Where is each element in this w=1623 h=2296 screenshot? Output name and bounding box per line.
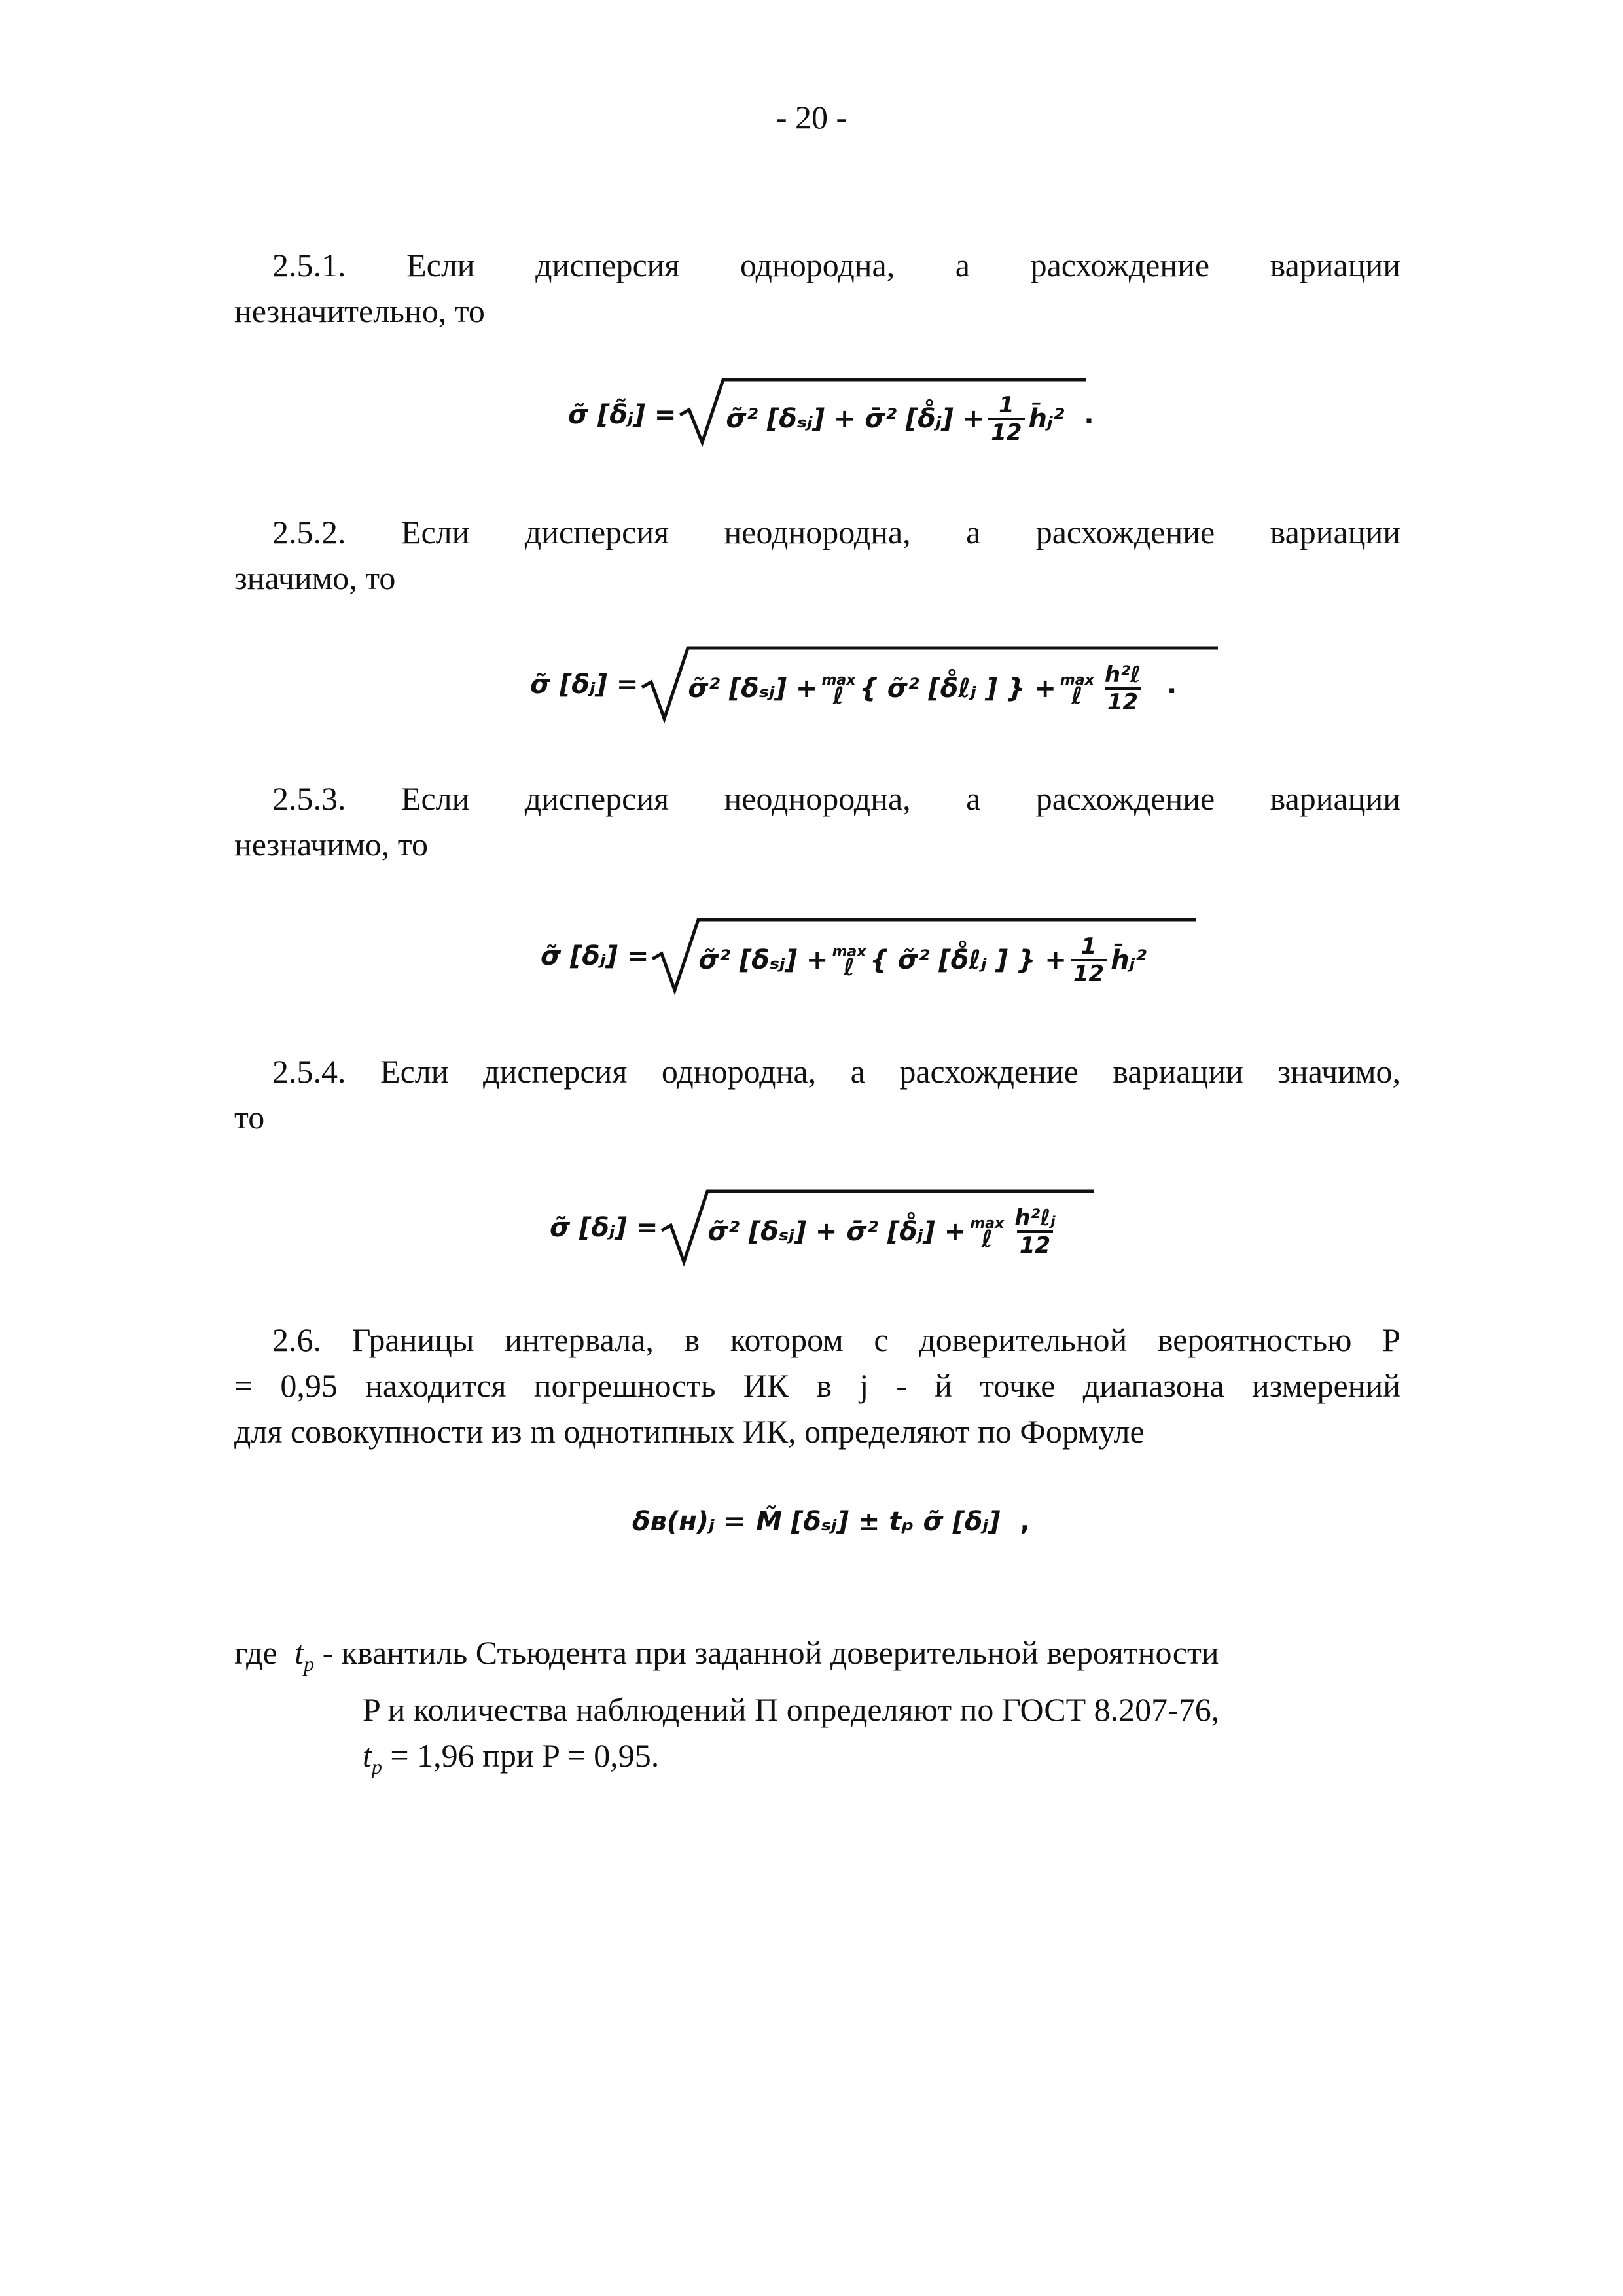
where-line [234,1732,1400,1789]
formula-2-5-2 [530,655,1177,715]
t-subscript: p [371,1755,382,1778]
t-symbol: t [294,1634,304,1671]
formula-2-5-3 [541,926,1166,986]
max-label: max [832,944,866,960]
fraction-numerator: h²ℓ [1104,662,1141,688]
formula-2-6 [632,1507,1030,1537]
formula-term: { σ̃² [δ̊ℓⱼ ] } + [859,673,1056,704]
sqrt-expression [662,1198,1061,1258]
formula-term: σ̃² [δₛⱼ] + σ̄² [δ̊ⱼ] + [707,1217,967,1247]
fraction-denominator: 12 [1105,687,1141,715]
max-index: ℓ [981,1226,993,1253]
fraction-denominator: 12 [1071,959,1107,986]
formula-punctuation: . [1166,670,1177,700]
where-text: - квантиль Стьюдента при заданной доверительной вероятности [314,1634,1219,1671]
formula-term: h̄ⱼ² [1028,404,1065,434]
formula-lhs: σ̃ [δⱼ] = [530,670,639,700]
fraction-numerator: 1 [1080,933,1097,960]
fraction-denominator: 12 [988,418,1024,445]
fraction-denominator: 12 [1017,1230,1053,1258]
where-prefix: где [234,1634,277,1671]
paragraph-2-6 [234,1317,1400,1454]
paragraph-line: 2.5.2. Если дисперсия неоднородна, а расхождение вариации [272,514,1400,550]
paragraph-line: 2.5.1. Если дисперсия однородна, а расхождение вариации [272,247,1400,283]
sqrt-expression [642,655,1147,715]
paragraph-line: значимо, то [234,560,396,596]
formula-2-5-4 [550,1198,1082,1258]
paragraph-line: то [234,1099,265,1136]
max-label: max [970,1215,1005,1232]
sqrt-expression [652,926,1147,986]
fraction-numerator: 1 [999,392,1014,418]
paragraph-line: для совокупности из m однотипных ИК, определяют по Формуле [234,1413,1145,1450]
paragraph-2-5-3 [234,776,1400,867]
formula-term: M̃ [δₛⱼ] ± tₚ σ̃ [δⱼ] [756,1507,1001,1537]
paragraph-line: = 0,95 находится погрешность ИК в j - й точке диапазона измерений [234,1367,1400,1404]
formula-punctuation: , [1020,1507,1030,1537]
max-index: ℓ [843,954,855,981]
formula-term: { σ̃² [δ̊ℓⱼ ] } + [870,945,1067,975]
formula-term: σ̃² [δₛⱼ] + σ̄² [δ̊ⱼ] + [726,404,985,434]
max-label: max [821,672,856,689]
max-index: ℓ [1071,683,1083,709]
paragraph-2-5-4 [234,1049,1400,1140]
paragraph-line: 2.5.3. Если дисперсия неоднородна, а расхождение вариации [272,780,1400,817]
paragraph-line: 2.6. Границы интервала, в котором с доверительной вероятностью P [272,1321,1400,1358]
formula-lhs: σ̃ [δⱼ] = [550,1213,658,1243]
radical-sign [652,917,1196,996]
paragraph-2-5-1 [234,242,1400,334]
formula-punctuation: . [1084,400,1094,430]
formula-term: σ̃² [δₛⱼ] + [698,945,829,975]
formula-term: σ̃² [δₛⱼ] + [688,673,818,704]
where-text: = 1,96 при P = 0,95. [382,1737,660,1774]
sqrt-expression [680,385,1064,445]
where-clause [234,1630,1400,1789]
max-index: ℓ [832,683,844,709]
radical-sign [662,1189,1094,1267]
where-line [234,1630,1400,1687]
where-line: P и количества наблюдений П определяют по ГОСТ 8.207-76, [363,1691,1220,1728]
page-number: - 20 - [776,99,847,135]
paragraph-line: 2.5.4. Если дисперсия однородна, а расхождение вариации значимо, [272,1053,1400,1090]
formula-lhs: δв(н)ⱼ = [632,1507,746,1537]
t-symbol: t [363,1737,372,1774]
paragraph-line: незначительно, то [234,293,485,329]
formula-term: h̄ⱼ² [1111,945,1147,975]
t-subscript: p [304,1652,315,1676]
paragraph-2-5-2 [234,509,1400,601]
formula-2-5-1 [568,385,1094,445]
radical-sign [680,376,1086,448]
max-label: max [1060,672,1094,689]
formula-lhs: σ̃ [δⱼ] = [541,941,649,971]
radical-sign [642,645,1218,724]
formula-lhs: σ̃ [δ̃ⱼ] = [568,400,677,430]
fraction-numerator: h²ℓⱼ [1014,1205,1056,1231]
paragraph-line: незначимо, то [234,826,428,863]
